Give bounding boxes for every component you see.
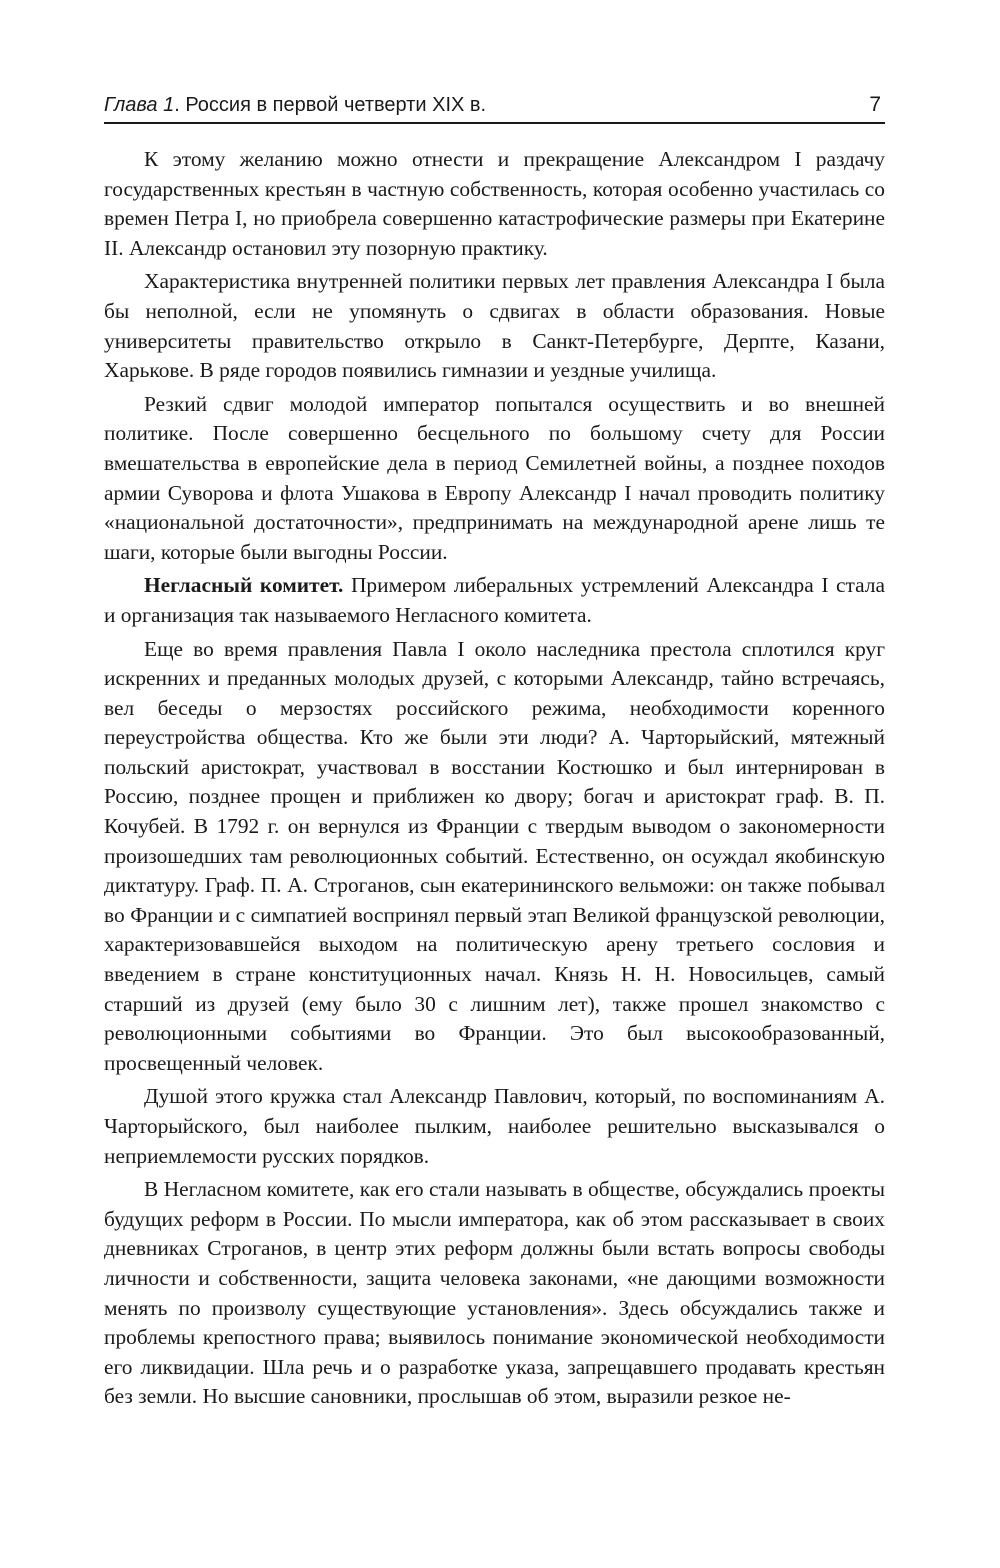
running-head [104,88,885,124]
section-heading: Негласный комитет. [144,573,344,598]
chapter-title: . Россия в первой четверти XIX в. [174,94,487,116]
paragraph [104,571,885,630]
paragraph-text: Резкий сдвиг молодой император попытался осуществить и во внешней политике. После совершенно бесцельного по большому счету для России вмешательства в европейские дела в период Семилетней войны, а позднее походов армии Суворова и флота Ушакова в Европу Александр I начал проводить политику «национальной достаточности», предпринимать на международной арене лишь те шаги, которые были выгодны России. [104,391,885,564]
paragraph-text: В Негласном комитете, как его стали называть в обществе, обсуждались проекты будущих реформ в России. По мысли императора, как об этом рассказывает в своих дневниках Строганов, в центр этих реформ должны были встать вопросы свободы личности и собственности, защита человека законами, «не дающими возможности менять по произволу существующие установления». Здесь обсуждались также и проблемы крепостного права; выявилось понимание экономической необходимости его ликвидации. Шла речь и о разработке указа, запрещавшего продавать крестьян без земли. Но высшие сановники, прослышав об этом, выразили резкое не- [104,1177,885,1409]
paragraph-text: Характеристика внутренней политики первых лет правления Александра I была бы неполной, если не упомянуть о сдвигах в области образования. Новые университеты правительство открыло в Санкт-Петербурге, Дерпте, Казани, Харькове. В ряде городов появились гимназии и уездные училища. [104,269,885,383]
chapter-label: Глава 1 [104,94,175,116]
paragraph-text: Душой этого кружка стал Александр Павлович, который, по воспоминаниям А. Чарторыйского, был наиболее пылким, наиболее решительно высказывался о неприемлемости русских порядков. [104,1084,885,1168]
paragraph-text: Примером либеральных устремлений Александра I стала и организация так называемого Негласного комитета. [104,573,885,627]
paragraph-text: К этому желанию можно отнести и прекращение Александром I раздачу государственных крестьян в частную собственность, которая особенно участилась со времен Петра I, но приобрела совершенно катастрофические размеры при Екатерине II. Александр остановил эту позорную практику. [104,147,885,260]
paragraph [104,1082,885,1171]
paragraph-text: Еще во время правления Павла I около наследника престола сплотился круг искренних и преданных молодых друзей, с которыми Александр, тайно встречаясь, вел беседы о мерзостях российского режима, необходимости коренного переустройства общества. Кто же были эти люди? А. Чарторыйский, мятежный польский аристократ, участвовал в восстании Костюшко и был интернирован в Россию, позднее прощен и приближен ко двору; богач и аристократ граф. В. П. Кочубей. В 1792 г. он вернулся из Франции с твердым выводом о закономерности произошедших там революционных событий. Естественно, он осуждал якобинскую диктатуру. Граф. П. А. Строганов, сын екатерининского вельможи: он также побывал во Франции и с симпатией воспринял первый этап Великой французской революции, характеризовавшейся выходом на политическую арену третьего сословия и введением в стране конституционных начал. Князь Н. Н. Новосильцев, самый старший из друзей (ему было 30 с лишним лет), также прошел знакомство с революционными событиями во Франции. Это был высокообразованный, просвещенный человек. [104,636,885,1075]
page-number: 7 [869,93,881,116]
body-text [104,145,885,1412]
paragraph [104,1175,885,1412]
paragraph [104,145,885,263]
paragraph [104,267,885,385]
paragraph [104,390,885,568]
paragraph [104,635,885,1079]
